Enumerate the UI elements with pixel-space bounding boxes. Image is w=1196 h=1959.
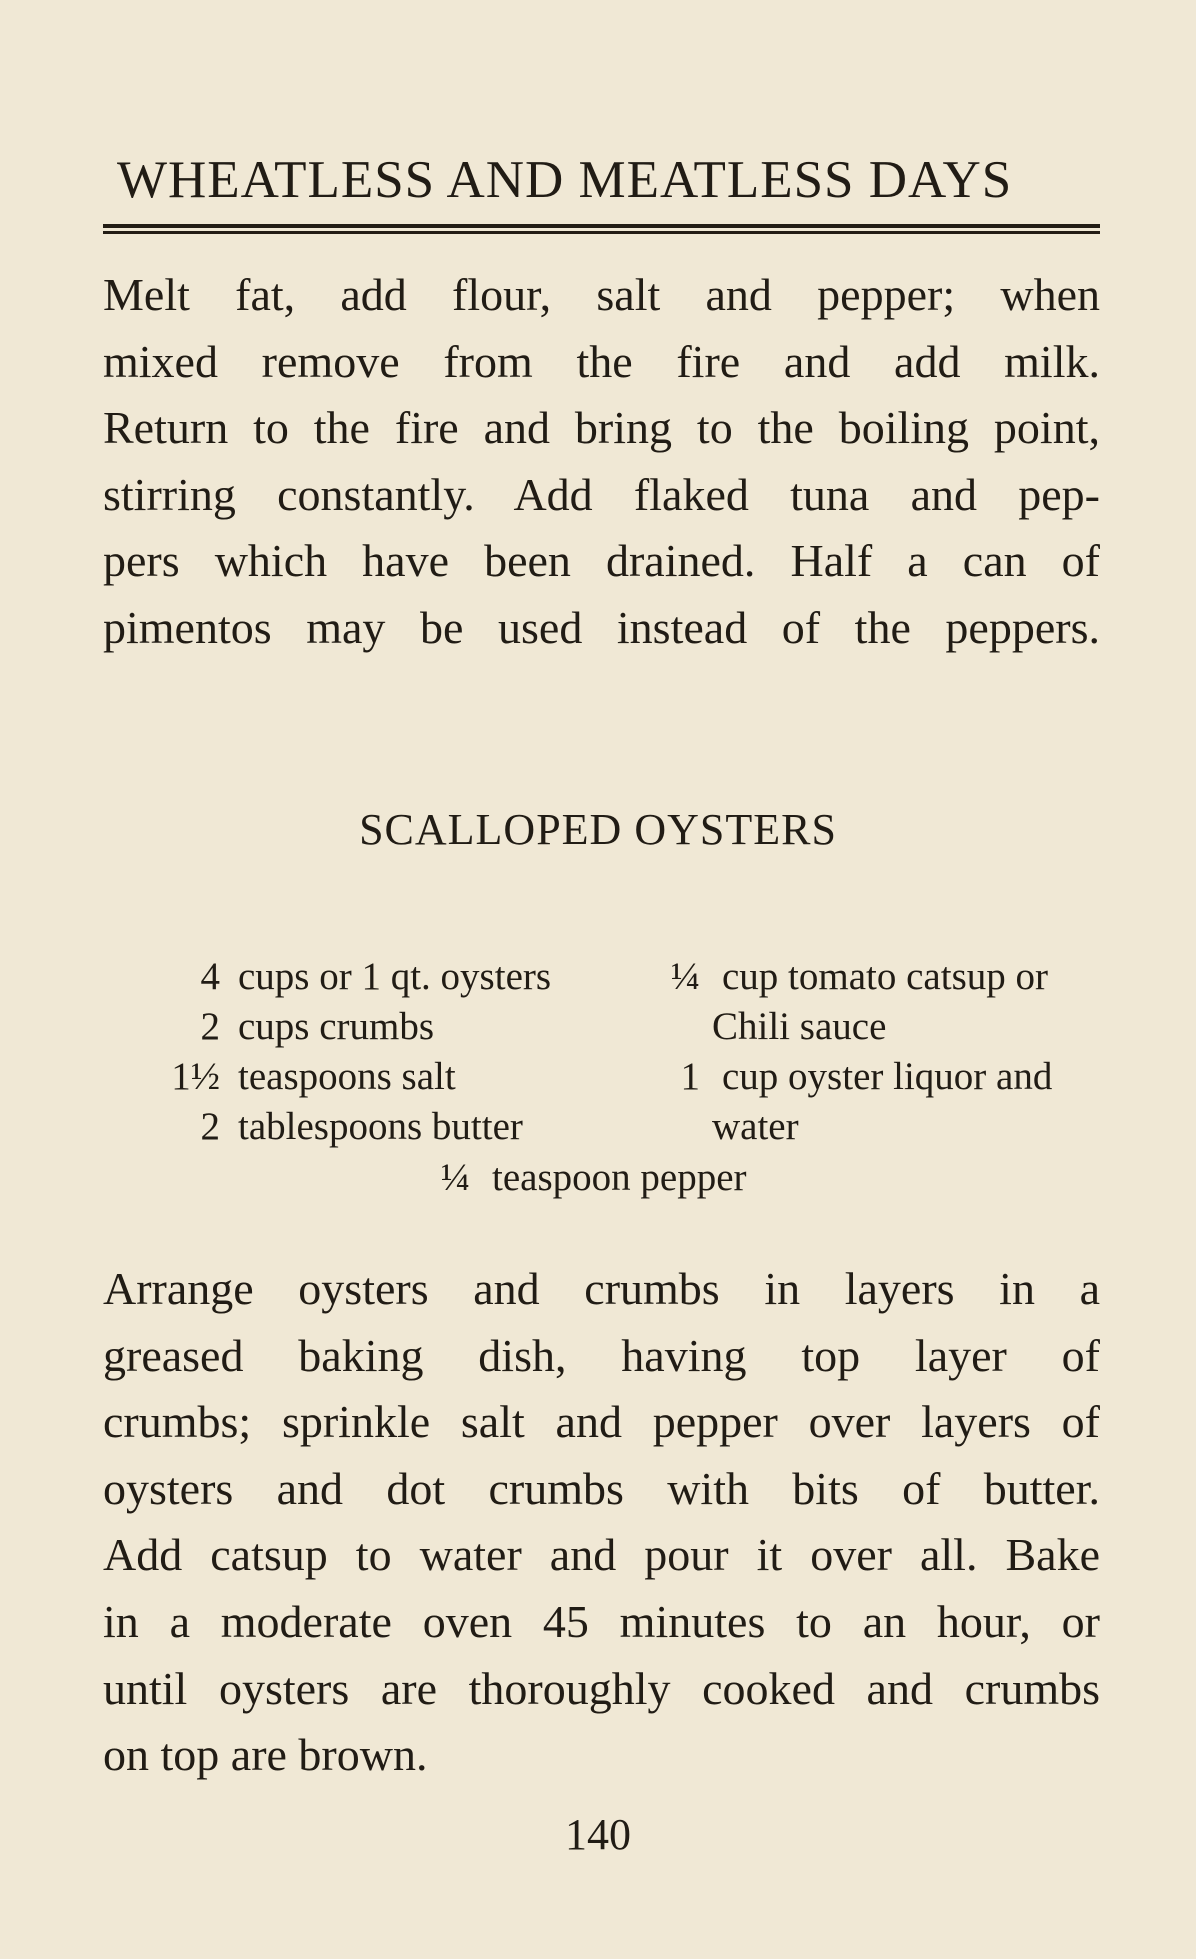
ingredient-quantity: 2	[200, 1005, 220, 1048]
text-line: until oysters are thoroughly cooked and crumbs	[103, 1662, 1100, 1714]
ingredient-quantity: 1½	[171, 1055, 220, 1098]
text-line: on top are brown.	[103, 1729, 428, 1781]
instructions-paragraph-oysters	[103, 1256, 1100, 1789]
instructions-paragraph-tuna	[103, 262, 1100, 662]
text-line: in a moderate oven 45 minutes to an hour, or	[103, 1595, 1100, 1647]
text-line: mixed remove from the fire and add milk.	[103, 335, 1100, 387]
text-line: Add catsup to water and pour it over all. Bake	[103, 1529, 1100, 1581]
recipe-title: SCALLOPED OYSTERS	[359, 805, 837, 854]
ingredient-text: cups or 1 qt. oysters	[238, 955, 552, 998]
ingredient-text: teaspoon pepper	[492, 1156, 747, 1199]
ingredient-quantity: ¼	[670, 955, 700, 998]
text-line: Melt fat, add flour, salt and pepper; when	[103, 269, 1100, 320]
ingredient-continuation: Chili sauce	[712, 1005, 887, 1048]
text-line: greased baking dish, having top layer of	[103, 1329, 1100, 1381]
ingredient-quantity: 1	[680, 1055, 700, 1098]
header-rule-top	[103, 224, 1100, 228]
ingredient-item	[640, 952, 1048, 1002]
text-line: pimentos may be used instead of the peppers.	[103, 601, 1100, 653]
ingredient-quantity: ¼	[440, 1156, 470, 1199]
ingredient-item	[150, 1052, 456, 1102]
ingredient-quantity: 4	[200, 955, 220, 998]
ingredient-item	[640, 1052, 1052, 1102]
text-line: Arrange oysters and crumbs in layers in a	[103, 1263, 1100, 1314]
ingredient-text: tablespoons butter	[238, 1105, 523, 1148]
ingredient-text: cup tomato catsup or	[722, 955, 1048, 998]
running-header: WHEATLESS AND MEATLESS DAYS	[117, 151, 1013, 209]
page-number: 140	[565, 1810, 631, 1859]
ingredient-item	[430, 1153, 747, 1203]
ingredient-text: cup oyster liquor and	[722, 1055, 1053, 1098]
text-line: stirring constantly. Add flaked tuna and pep-	[103, 468, 1100, 520]
text-line: oysters and dot crumbs with bits of butter.	[103, 1462, 1100, 1514]
ingredient-quantity: 2	[200, 1105, 220, 1148]
text-line: Return to the fire and bring to the boiling point,	[103, 402, 1100, 454]
ingredient-item	[150, 1102, 523, 1152]
text-line: crumbs; sprinkle salt and pepper over layers of	[103, 1396, 1100, 1448]
ingredient-continuation: water	[712, 1105, 799, 1148]
ingredient-text: cups crumbs	[238, 1005, 435, 1048]
ingredient-item	[150, 1002, 434, 1052]
ingredient-item	[150, 952, 551, 1002]
header-rule-bottom	[103, 231, 1100, 234]
ingredient-text: teaspoons salt	[238, 1055, 456, 1098]
text-line: pers which have been drained. Half a can of	[103, 535, 1100, 587]
